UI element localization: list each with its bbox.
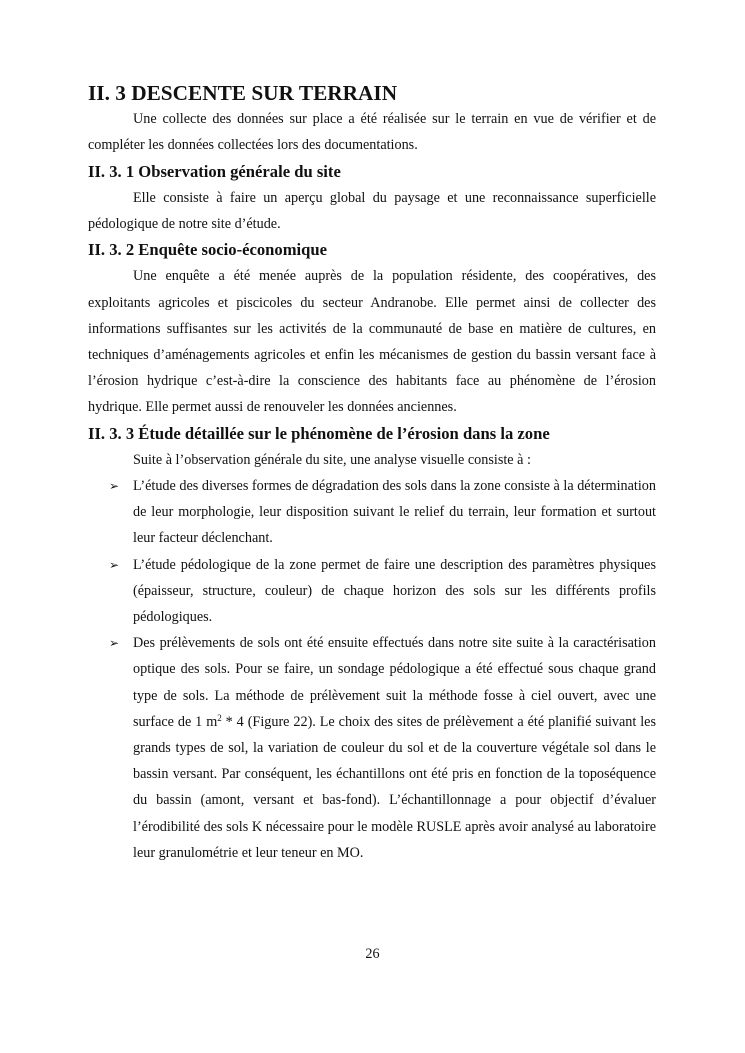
- etude-intro-paragraph: Suite à l’observation générale du site, une analyse visuelle consiste à :: [133, 451, 531, 468]
- arrow-bullet-icon: ➢: [109, 479, 120, 494]
- etude-bullet-list: [88, 473, 656, 866]
- bullet-text-part1: Des prélèvements de sols ont été ensuite effectués dans notre site suite à la caractérisation optique des sols. Pour se faire, un sondage pédologique a été effectué sous chaque grand type de sols. La méthode de prélèvement suit la méthode fosse à ciel ouvert, avec une surface de 1 m: [133, 635, 656, 730]
- document-page: [88, 80, 656, 866]
- bullet-item-degradation: [88, 473, 656, 552]
- arrow-bullet-icon: ➢: [109, 557, 120, 572]
- bullet-text-part2: * 4 (Figure 22). Le choix des sites de prélèvement a été planifié suivant les grands types de sol, la variation de couleur du sol et de la couverture végétale sol dans le bassin versant. Par conséquent, les échantillons ont été pris en fonction de la toposéquence du bassin (amont, versant et bas-fond). L’échantillonnage a pour objectif d’évaluer l’érodibilité des sols K nécessaire pour le modèle RUSLE après avoir analysé au laboratoire leur granulométrie et leur teneur en MO.: [133, 713, 656, 861]
- arrow-bullet-icon: ➢: [109, 636, 120, 651]
- subsection-heading-observation: II. 3. 1 Observation générale du site: [88, 161, 341, 181]
- observation-paragraph: Elle consiste à faire un aperçu global du paysage et une reconnaissance superficielle pédologique de notre site d’étude.: [88, 189, 656, 233]
- page-number: 26: [365, 946, 380, 962]
- bullet-text: L’étude pédologique de la zone permet de faire une description des paramètres physiques (épaisseur, structure, couleur) de chaque horizon des sols sur les différents profils pédologiques.: [133, 556, 656, 626]
- section-intro-paragraph: Une collecte des données sur place a été réalisée sur le terrain en vue de vérifier et de compléter les données collectées lors des documentations.: [88, 111, 656, 154]
- superscript-squared: 2: [217, 712, 222, 723]
- bullet-item-prelevements: [88, 630, 656, 866]
- subsection-heading-etude-erosion: II. 3. 3 Étude détaillée sur le phénomène de l’érosion dans la zone: [88, 423, 550, 443]
- bullet-text: L’étude des diverses formes de dégradation des sols dans la zone consiste à la détermination de leur morphologie, leur disposition suivant le relief du terrain, leur formation et surtout leur facteur déclenchant.: [133, 478, 656, 547]
- subsection-heading-enquete: II. 3. 2 Enquête socio-économique: [88, 240, 327, 260]
- enquete-paragraph: Une enquête a été menée auprès de la population résidente, des coopératives, des exploitants agricoles et piscicoles du secteur Andranobe. Elle permet ainsi de collecter des informations suffisantes sur les activités de la communauté de base en matière de cultures, en techniques d’aménagements agricoles et enfin les mécanismes de gestion du bassin versant face à l’érosion hydrique c’est-à-dire la conscience des habitants face au phénomène de l’érosion hydrique. Elle permet aussi de renouveler les données anciennes.: [88, 268, 656, 416]
- bullet-item-pedologie: [88, 552, 656, 631]
- section-heading-descente-terrain: II. 3 DESCENTE SUR TERRAIN: [88, 81, 398, 105]
